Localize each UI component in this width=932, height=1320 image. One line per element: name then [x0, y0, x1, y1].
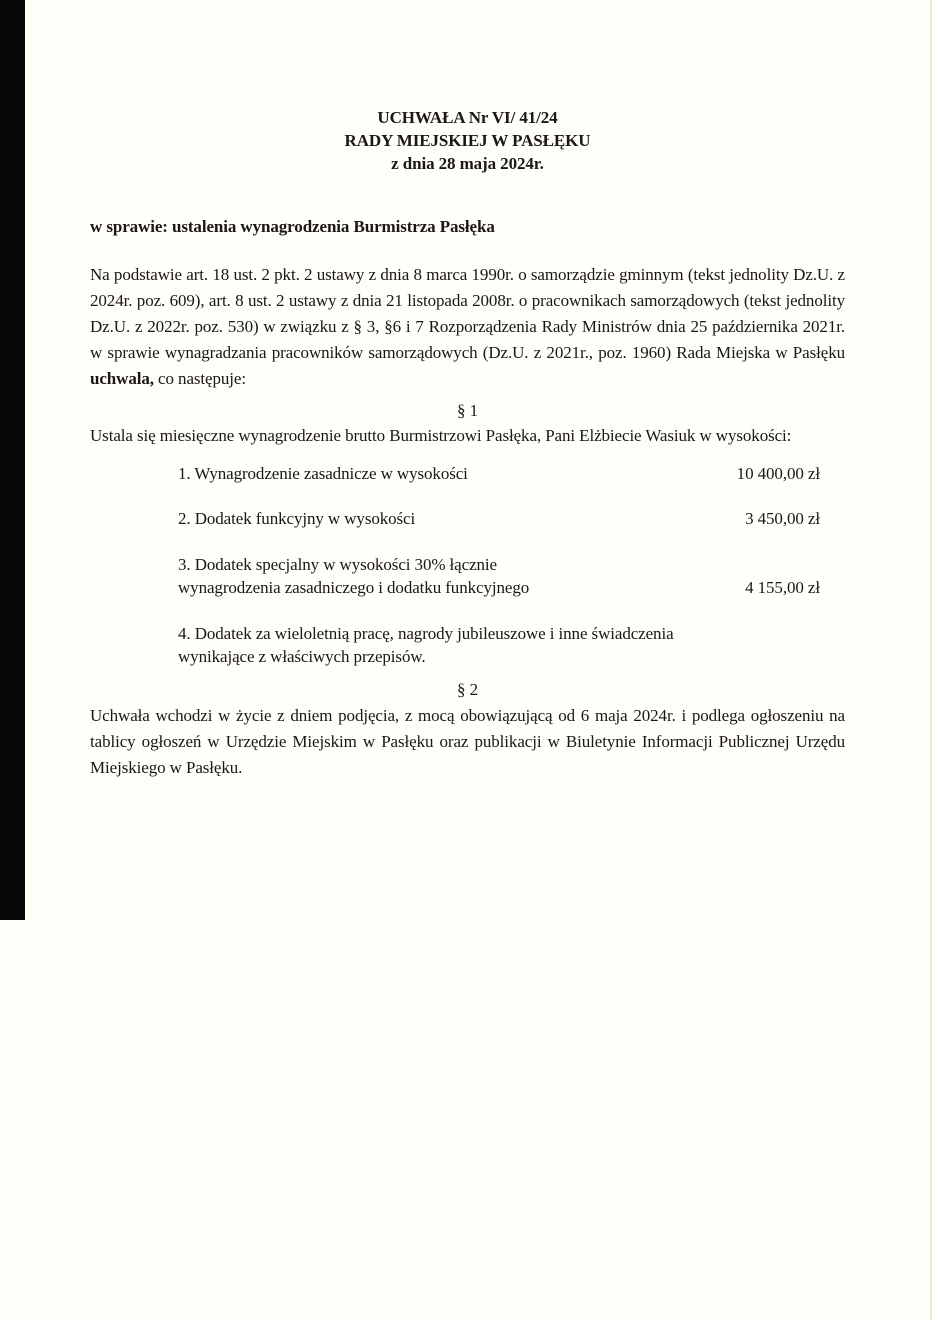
salary-item-amount: 10 400,00 zł	[736, 463, 820, 483]
title-date: z dnia 28 maja 2024r.	[391, 154, 544, 173]
salary-item-label	[178, 622, 800, 669]
section-1-intro: Ustala się miesięczne wynagrodzenie brutto Burmistrzowi Pasłęka, Pani Elżbiecie Wasiuk w wysokości:	[90, 426, 792, 445]
salary-item-label	[178, 507, 725, 531]
salary-item-label-line: 4. Dodatek za wieloletnią pracę, nagrody jubileuszowe i inne świadczenia	[178, 623, 674, 643]
salary-item-label	[178, 462, 717, 486]
salary-item-function-allowance	[178, 507, 820, 531]
section-1-mark: § 1	[457, 401, 478, 420]
salary-item-seniority-allowance	[178, 622, 820, 669]
legal-basis-bold-word: uchwala,	[90, 369, 154, 388]
salary-components-list	[90, 462, 845, 669]
salary-item-amount: 3 450,00 zł	[745, 509, 820, 528]
salary-item-amount: 4 155,00 zł	[745, 578, 820, 597]
section-2-body: Uchwała wchodzi w życie z dniem podjęcia, z mocą obowiązującą od 6 maja 2024r. i podlega ogłoszeniu na tablicy ogłoszeń w Urzędzie Miejskim w Pasłęku oraz publikacji w Biuletynie Informacji Publicznej Urzędu Miejskiego w Pasłęku.	[90, 705, 845, 777]
title-resolution-number: UCHWAŁA Nr VI/ 41/24	[377, 108, 558, 127]
salary-item-label-line: 3. Dodatek specjalny w wysokości 30% łącznie	[178, 554, 497, 574]
scan-edge-bar	[0, 0, 25, 920]
section-2-mark: § 2	[457, 679, 478, 699]
salary-item-label-line: wynagrodzenia zasadniczego i dodatku funkcyjnego	[178, 578, 530, 597]
salary-item-label-line: 1. Wynagrodzenie zasadnicze w wysokości	[178, 463, 468, 483]
resolution-document	[90, 0, 845, 781]
salary-item-label-line: 2. Dodatek funkcyjny w wysokości	[178, 509, 416, 528]
subject-line: w sprawie: ustalenia wynagrodzenia Burmistrza Pasłęka	[90, 217, 495, 236]
legal-basis-text-tail: co następuje:	[153, 369, 246, 388]
salary-item-label	[178, 553, 725, 600]
salary-item-label-line: wynikające z właściwych przepisów.	[178, 647, 426, 666]
legal-basis-paragraph	[90, 262, 845, 392]
salary-item-special-allowance	[178, 553, 820, 600]
document-title-block	[90, 106, 845, 175]
legal-basis-text: Na podstawie art. 18 ust. 2 pkt. 2 ustawy z dnia 8 marca 1990r. o samorządzie gminnym (tekst jednolity Dz.U. z 2024r. poz. 609), art. 8 ust. 2 ustawy z dnia 21 listopada 2008r. o pracownikach samorządowych (tekst jednolity Dz.U. z 2022r. poz. 530) w związku z § 3, §6 i 7 Rozporządzenia Rady Ministrów dnia 25 października 2021r. w sprawie wynagradzania pracowników samorządowych (Dz.U. z 2021r., poz. 1960) Rada Miejska w Pasłęku	[90, 265, 845, 362]
salary-item-base	[178, 462, 820, 486]
title-council-name: RADY MIEJSKIEJ W PASŁĘKU	[344, 131, 591, 150]
